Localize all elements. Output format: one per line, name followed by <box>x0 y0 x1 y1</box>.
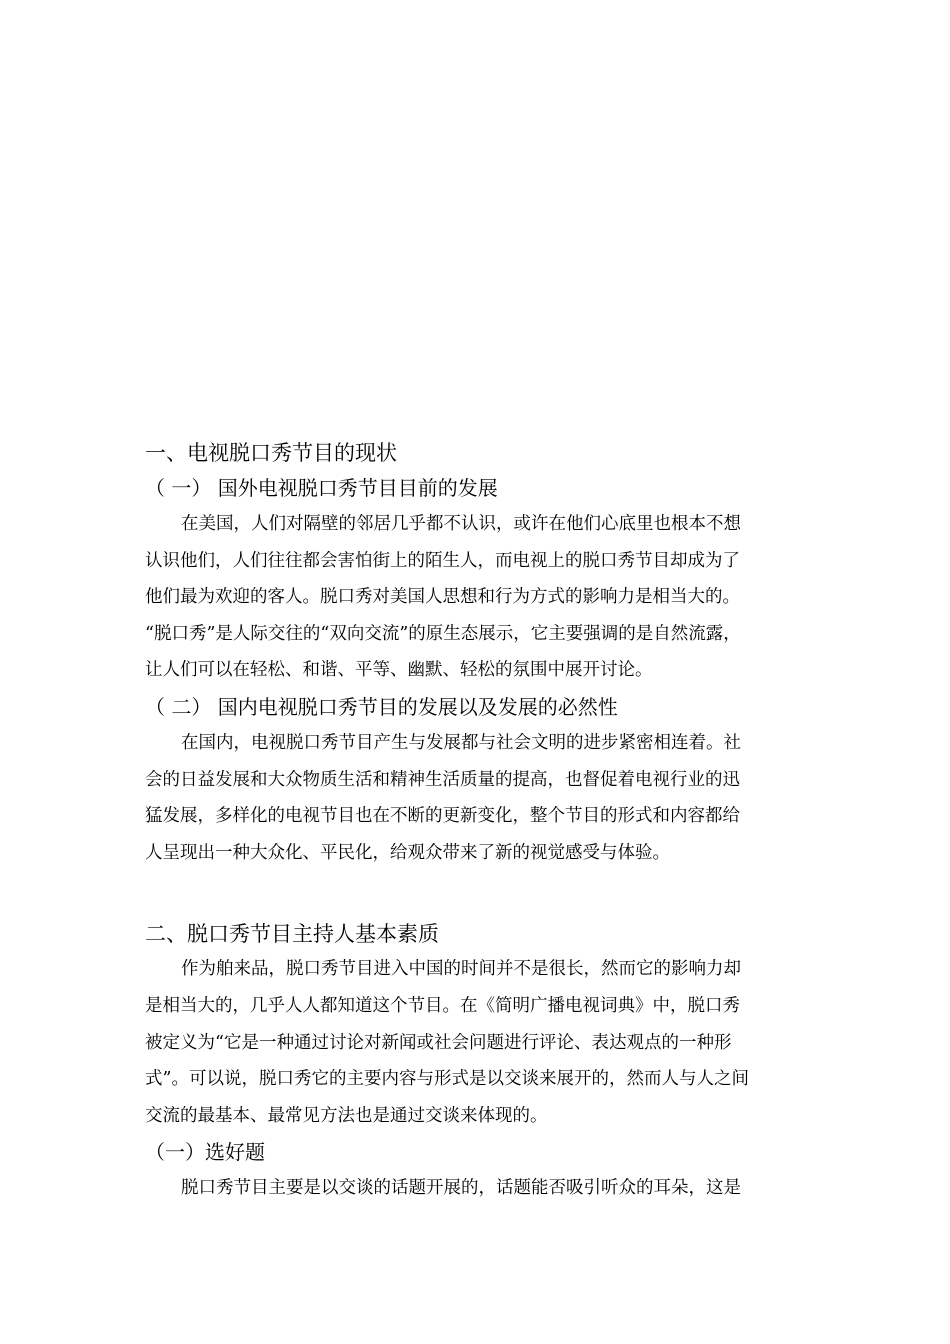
paragraph-line: 认识他们，人们往往都会害怕街上的陌生人，而电视上的脱口秀节目却成为了 <box>145 550 740 571</box>
paragraph-line: “脱口秀”是人际交往的“双向交流”的原生态展示，它主要强调的是自然流露， <box>145 623 741 644</box>
paragraph-line: 在国内，电视脱口秀节目产生与发展都与社会文明的进步紧密相连着。社 <box>181 732 741 753</box>
paragraph-line: 他们最为欢迎的客人。脱口秀对美国人思想和行为方式的影响力是相当大的。 <box>145 587 740 608</box>
paragraph-line: 作为舶来品，脱口秀节目进入中国的时间并不是很长，然而它的影响力却 <box>181 959 741 980</box>
section-spacer <box>145 871 805 917</box>
paragraph-line: 猛发展，多样化的电视节目也在不断的更新变化，整个节目的形式和内容都给 <box>145 806 740 827</box>
paragraph-line: 式”。可以说，脱口秀它的主要内容与形式是以交谈来展开的，然而人与人之间 <box>145 1069 749 1090</box>
section-heading-1: 一、电视脱口秀节目的现状 <box>145 441 397 465</box>
subsection-heading-1-1: （ 一） 国外电视脱口秀节目目前的发展 <box>145 476 498 500</box>
paragraph-host-qualities-intro <box>145 951 805 1134</box>
paragraph-domestic-talk-shows <box>145 725 805 871</box>
paragraph-line: 在美国，人们对隔壁的邻居几乎都不认识，或许在他们心底里也根本不想 <box>181 514 741 534</box>
paragraph-line: 让人们可以在轻松、和谐、平等、幽默、轻松的氛围中展开讨论。 <box>145 660 653 681</box>
paragraph-foreign-talk-shows <box>145 506 805 689</box>
paragraph-line: 是相当大的，几乎人人都知道这个节目。在《简明广播电视词典》中，脱口秀 <box>145 995 740 1016</box>
subsection-heading-1-2: （ 二） 国内电视脱口秀节目的发展以及发展的必然性 <box>145 694 618 719</box>
paragraph-line: 人呈现出一种大众化、平民化，给观众带来了新的视觉感受与体验。 <box>145 842 670 863</box>
document-body <box>145 436 805 1207</box>
section-heading-2: 二、脱口秀节目主持人基本素质 <box>145 922 439 947</box>
paragraph-line: 交流的最基本、最常见方法也是通过交谈来体现的。 <box>145 1105 548 1126</box>
paragraph-line: 被定义为“它是一种通过讨论对新闻或社会问题进行评论、表达观点的一种形 <box>145 1032 732 1053</box>
paragraph-line: 会的日益发展和大众物质生活和精神生活质量的提高，也督促着电视行业的迅 <box>145 769 740 790</box>
paragraph-choose-topic <box>145 1170 805 1207</box>
paragraph-line: 脱口秀节目主要是以交谈的话题开展的，话题能否吸引听众的耳朵，这是 <box>181 1178 741 1199</box>
subsection-heading-2-1: （一）选好题 <box>145 1140 265 1165</box>
